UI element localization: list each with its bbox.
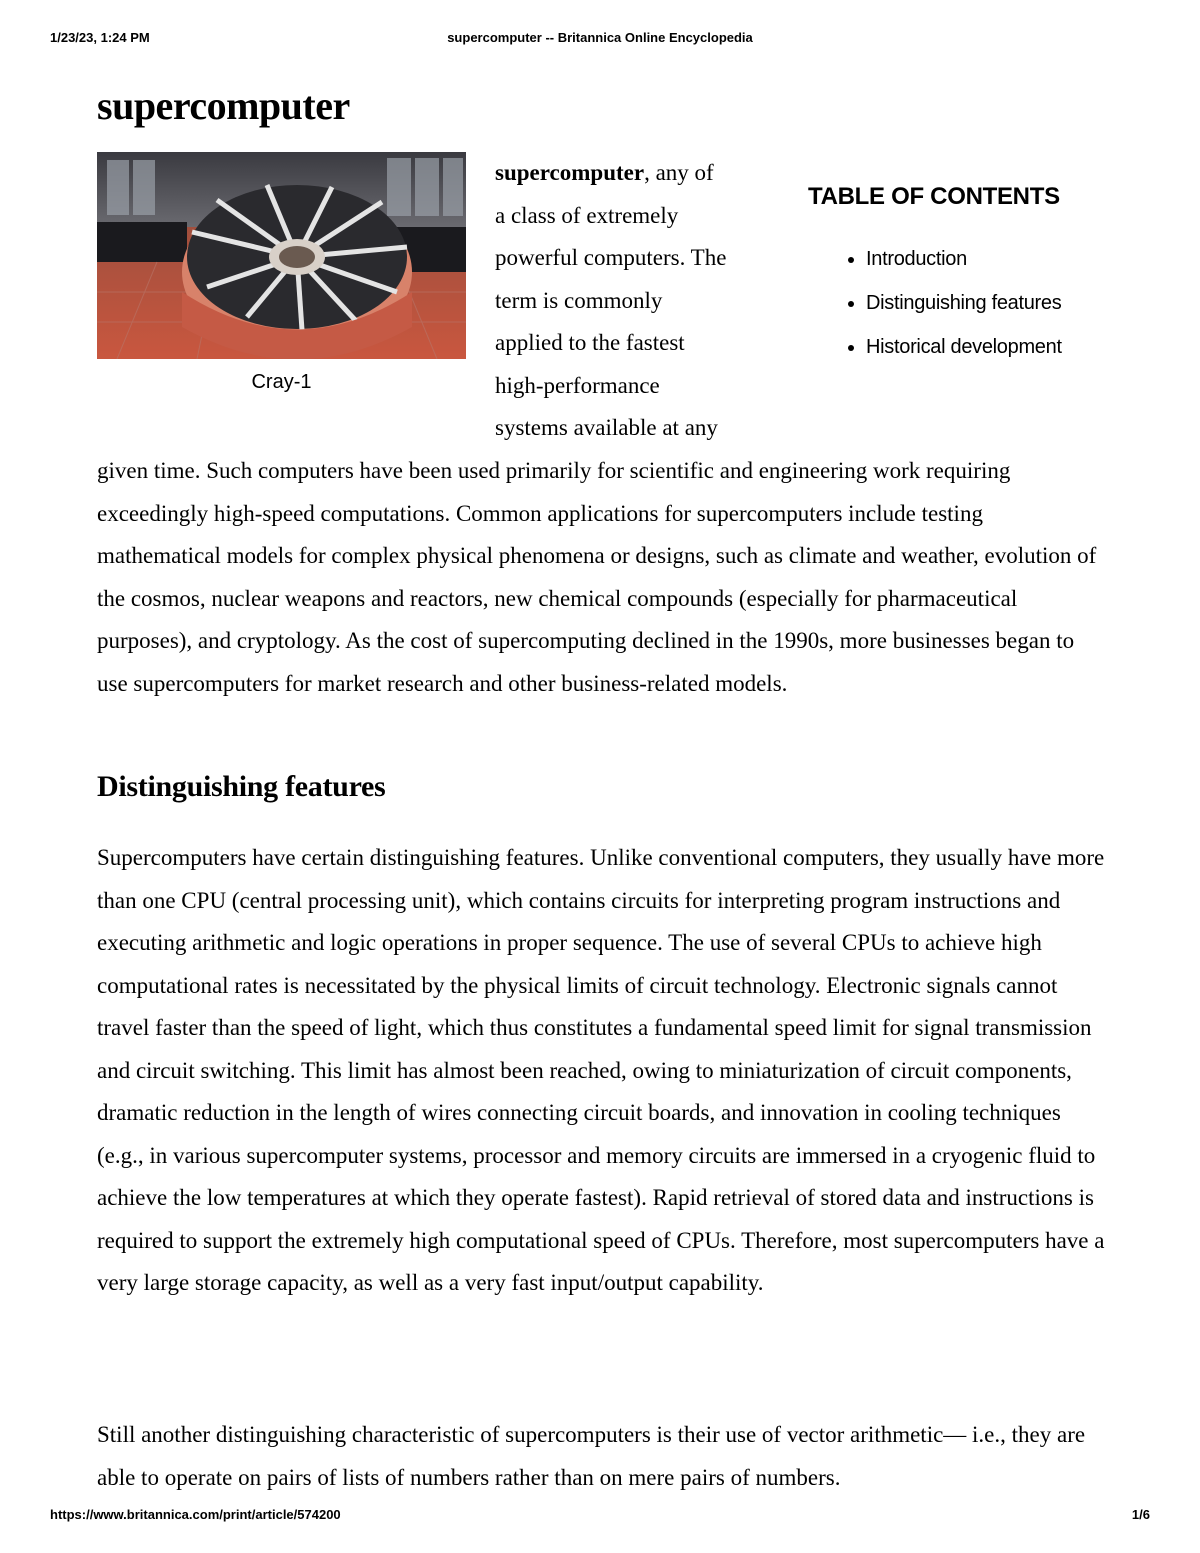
intro-term: supercomputer bbox=[495, 160, 645, 185]
print-footer bbox=[50, 1507, 1150, 1525]
table-of-contents bbox=[800, 183, 1100, 369]
intro-line: term is commonly bbox=[495, 287, 663, 313]
intro-line: high-performance bbox=[495, 372, 660, 398]
print-url: https://www.britannica.com/print/article/574200 bbox=[50, 1507, 341, 1522]
intro-line: a class of extremely bbox=[495, 202, 679, 228]
intro-line: powerful computers. The bbox=[495, 245, 727, 270]
toc-list bbox=[800, 237, 1100, 369]
figure-caption: Cray-1 bbox=[251, 371, 312, 393]
print-page-title: supercomputer -- Britannica Online Encyclopedia bbox=[447, 30, 753, 45]
article-figure bbox=[97, 152, 466, 394]
intro-continuation: given time. Such computers have been used primarily for scientific and engineering work requiring exceedingly high-speed computations. Common applications for supercomputers include testing mathematical models for complex physical phenomena or designs, such as climate and weather, evolution of the cosmos, nuclear weapons and reactors, new chemical compounds (especially for pharmaceutical purposes), and cryptology. As the cost of supercomputing declined in the 1990s, more businesses began to use supercomputers for market research and other business-related models. bbox=[97, 458, 1097, 696]
section-paragraph: Supercomputers have certain distinguishing features. Unlike conventional computers, they usually have more than one CPU (central processing unit), which contains circuits for interpreting program instructions and executing arithmetic and logic operations in proper sequence. The use of several CPUs to achieve high computational rates is necessitated by the physical limits of circuit technology. Electronic signals cannot travel faster than the speed of light, which thus constitutes a fundamental speed limit for signal transmission and circuit switching. This limit has almost been reached, owing to miniaturization of circuit components, dramatic reduction in the length of wires connecting circuit boards, and innovation in cooling techniques (e.g., in various supercomputer systems, processor and memory circuits are immersed in a cryogenic fluid to achieve the low temperatures at which they operate fastest). Rapid retrieval of stored data and instructions is required to support the extremely high computational speed of CPUs. Therefore, most supercomputers have a very large storage capacity, as well as a very fast input/output capability. bbox=[97, 845, 1105, 1295]
intro-line: , any of bbox=[644, 160, 714, 185]
article-title: supercomputer bbox=[97, 83, 350, 128]
print-page-number: 1/6 bbox=[1131, 1507, 1150, 1522]
print-header bbox=[50, 30, 1150, 50]
toc-heading: TABLE OF CONTENTS bbox=[808, 183, 1060, 210]
intro-line: systems available at any bbox=[495, 415, 718, 440]
section-heading: Distinguishing features bbox=[97, 770, 386, 803]
section-paragraph: Still another distinguishing characteristic of supercomputers is their use of vector arithmetic— i.e., they are able to operate on pairs of lists of numbers rather than on mere pairs of numbers. bbox=[97, 1422, 1086, 1490]
cray-1-photo[interactable] bbox=[97, 152, 466, 359]
intro-line: applied to the fastest bbox=[495, 330, 685, 355]
toc-item-historical-development[interactable]: • Historical development bbox=[866, 325, 1100, 369]
intro-column bbox=[495, 152, 785, 450]
toc-item-introduction[interactable]: • Introduction bbox=[866, 237, 1100, 281]
print-datetime: 1/23/23, 1:24 PM bbox=[50, 30, 150, 45]
toc-item-distinguishing-features[interactable]: • Distinguishing features bbox=[866, 281, 1100, 325]
